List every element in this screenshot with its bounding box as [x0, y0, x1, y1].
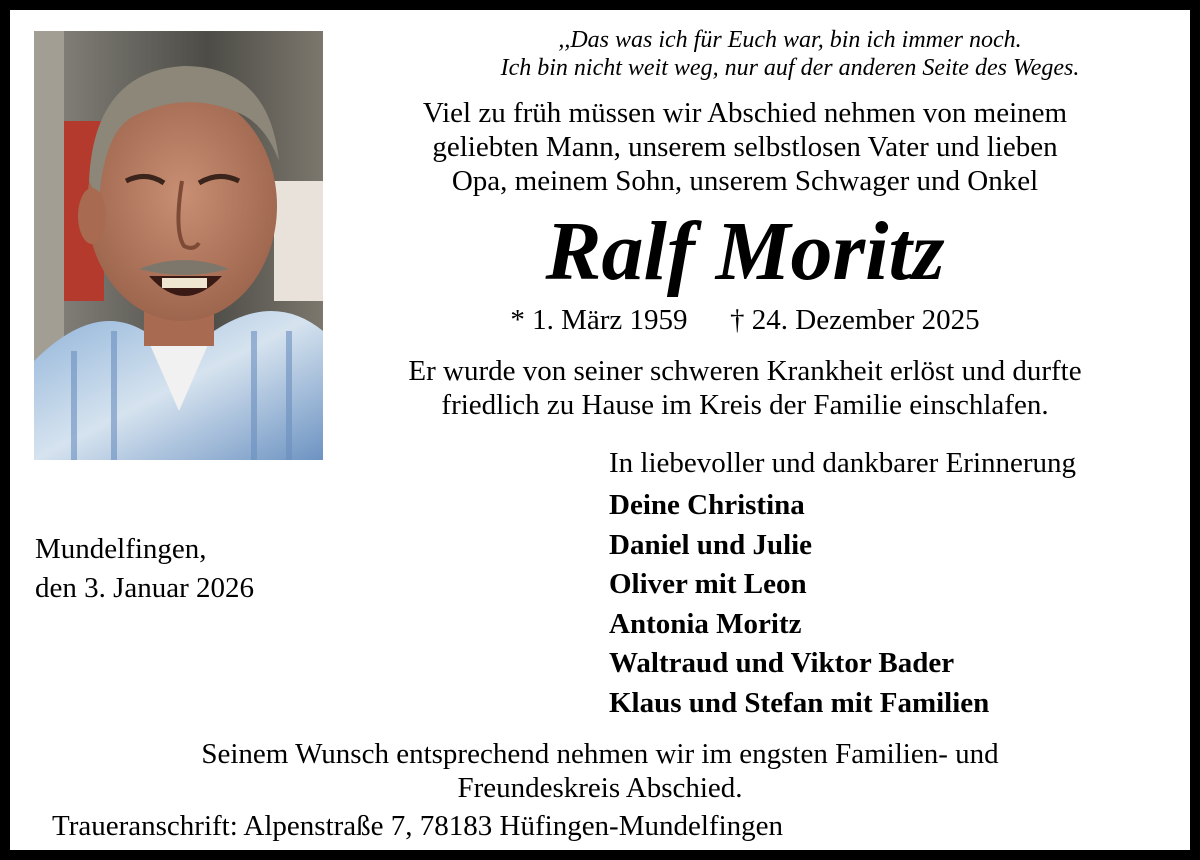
intro-line-1: Viel zu früh müssen wir Abschied nehmen von meinem [422, 97, 1068, 129]
mourner: Klaus und Stefan mit Familien [609, 686, 990, 719]
mourner: Deine Christina [609, 489, 805, 521]
place-town: Mundelfingen, [35, 533, 207, 565]
mourner: Antonia Moritz [609, 607, 802, 640]
deceased-name: Ralf Moritz [545, 205, 945, 298]
wish-line-1: Seinem Wunsch entsprechend nehmen wir im engsten Familien- und [201, 738, 999, 770]
death-date: † 24. Dezember 2025 [730, 304, 980, 336]
intro-line-3: Opa, meinem Sohn, unserem Schwager und Onkel [451, 165, 1039, 197]
mourners-list [609, 486, 989, 723]
release-line-1: Er wurde von seiner schweren Krankheit erlöst und durfte [408, 355, 1082, 387]
place-date: den 3. Januar 2026 [35, 572, 255, 604]
mourning-address: Traueranschrift: Alpenstraße 7, 78183 Hüfingen-Mundelfingen [52, 810, 784, 842]
life-dates [340, 300, 1150, 340]
quote-line-2: Ich bin nicht weit weg, nur auf der anderen Seite des Weges. [500, 55, 1080, 81]
quote-line-1: ,,Das was ich für Euch war, bin ich immer noch. [558, 27, 1022, 53]
mourner: Waltraud und Viktor Bader [609, 647, 955, 679]
mourner: Oliver mit Leon [609, 568, 807, 600]
mourner: Daniel und Julie [609, 528, 813, 561]
wish-line-2: Freundeskreis Abschied. [457, 772, 743, 804]
memory-line: In liebevoller und dankbarer Erinnerung [609, 447, 1077, 479]
place-and-date [35, 530, 254, 608]
birth-date: * 1. März 1959 [510, 304, 688, 336]
intro-line-2: geliebten Mann, unserem selbstlosen Vater und lieben [432, 131, 1058, 163]
portrait-photo [34, 31, 323, 460]
release-line-2: friedlich zu Hause im Kreis der Familie einschlafen. [441, 389, 1049, 421]
